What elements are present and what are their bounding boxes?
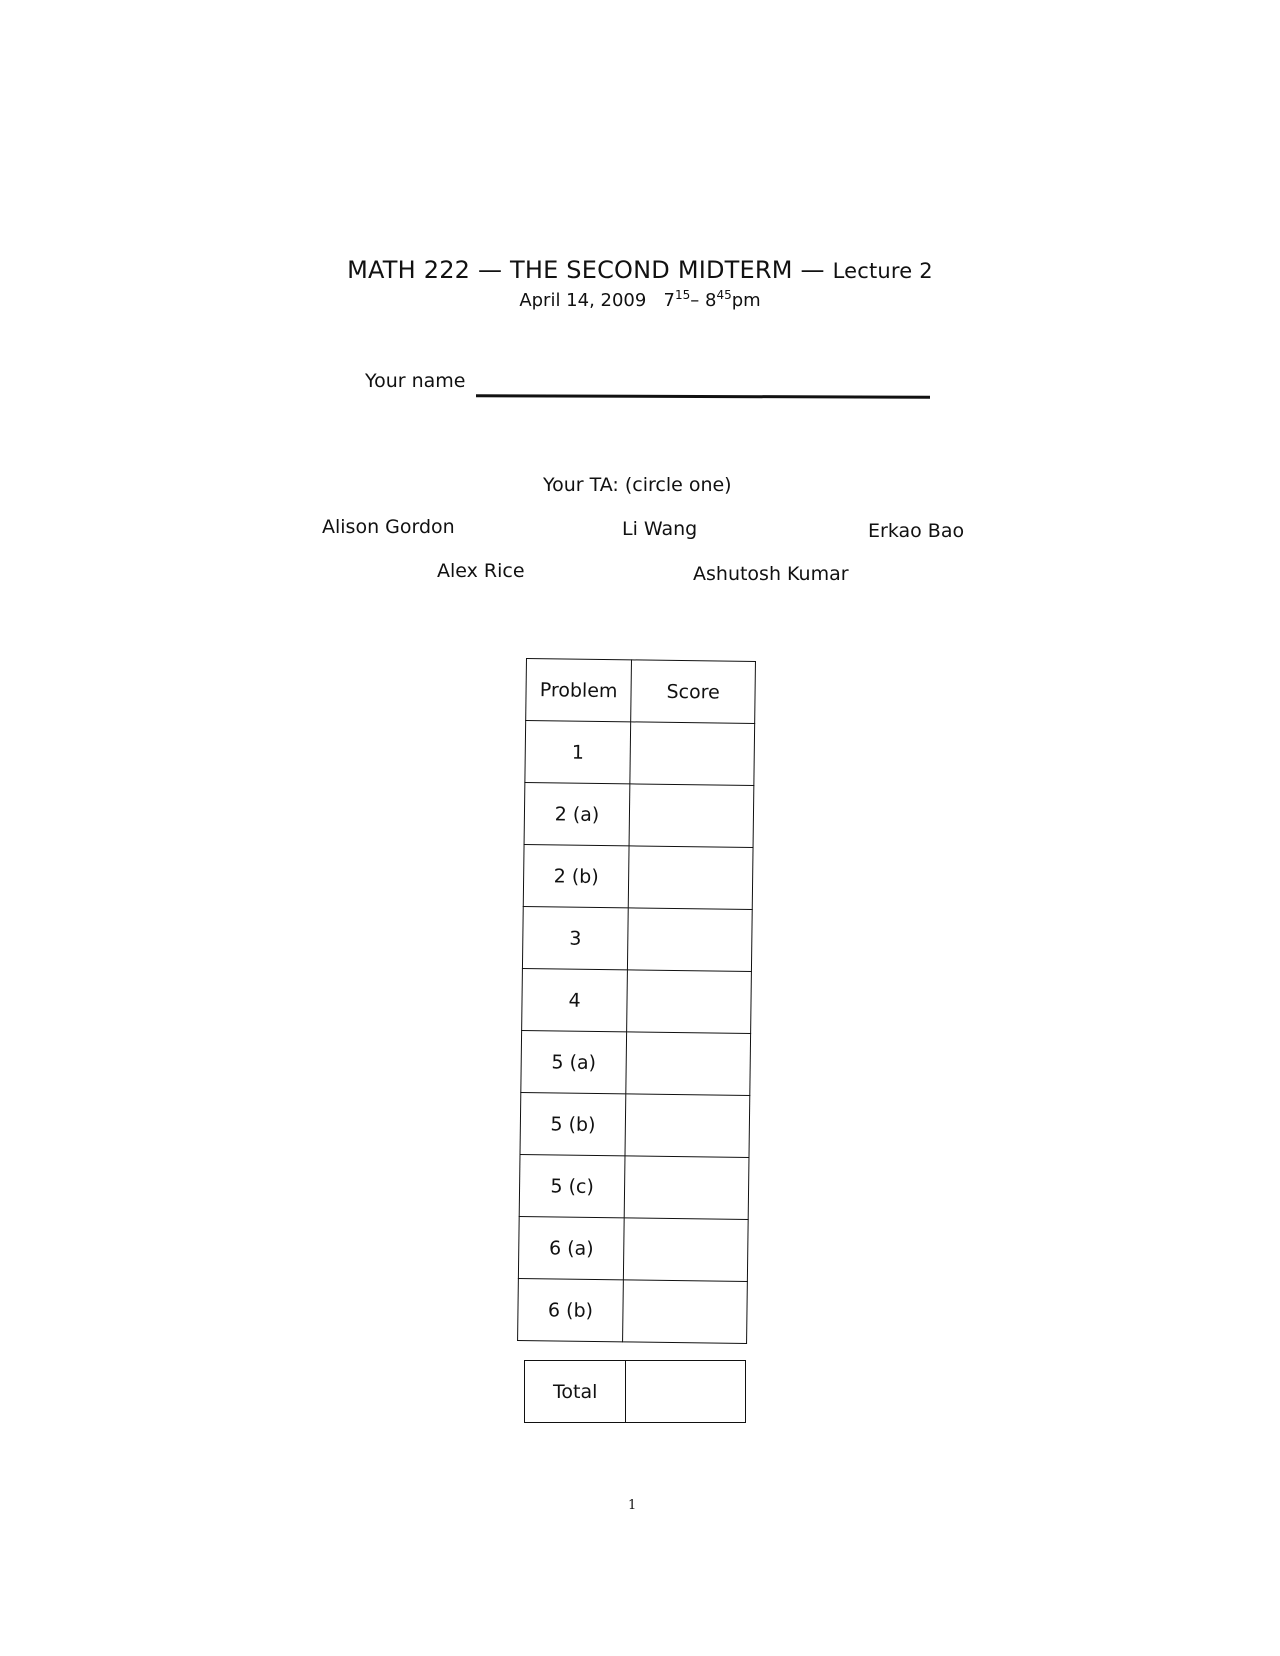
name-label: Your name [365,370,466,392]
score-cell[interactable] [623,1218,748,1282]
exam-title-main: MATH 222 — THE SECOND MIDTERM — [347,256,825,284]
score-cell[interactable] [625,1094,750,1158]
ta-option-erkao-bao[interactable]: Erkao Bao [868,520,965,542]
problem-label: 5 (c) [519,1154,625,1217]
score-cell[interactable] [628,908,753,972]
time-separator: – [690,290,705,311]
score-cell[interactable] [624,1156,749,1220]
ta-option-li-wang[interactable]: Li Wang [622,518,698,540]
start-hour: 7 [663,290,675,311]
ta-option-ashutosh-kumar[interactable]: Ashutosh Kumar [693,563,849,585]
problem-label: 2 (a) [524,782,630,845]
problem-label: 3 [522,906,628,969]
table-row [521,1030,751,1095]
total-score-cell[interactable] [626,1361,746,1423]
table-row [518,1216,748,1281]
start-minutes: 15 [674,288,691,302]
table-row [520,1092,750,1157]
score-cell[interactable] [623,1280,748,1344]
exam-time [664,290,761,311]
exam-date: April 14, 2009 [519,290,647,311]
score-table-header-row [526,659,756,724]
end-minutes: 45 [716,288,732,302]
table-row [522,968,752,1033]
name-underline[interactable] [476,394,930,398]
table-row [524,782,754,847]
ta-heading: Your TA: (circle one) [543,474,732,496]
problem-label: 5 (b) [520,1092,626,1155]
table-row [519,1154,749,1219]
score-cell[interactable] [628,846,753,910]
lecture-label: Lecture 2 [832,259,933,283]
end-hour: 8 [704,290,717,311]
exam-date-time [0,288,1280,311]
problem-label: 2 (b) [523,844,629,907]
score-table [517,658,756,1344]
table-row [522,906,752,971]
table-row [523,844,753,909]
score-column-header: Score [631,660,756,724]
ta-option-alison-gordon[interactable]: Alison Gordon [322,516,455,538]
problem-label: 1 [525,721,631,784]
score-cell[interactable] [629,784,754,848]
score-cell[interactable] [626,1032,751,1096]
problem-label: 5 (a) [521,1030,627,1093]
ta-option-alex-rice[interactable]: Alex Rice [437,560,525,582]
problem-label: 4 [522,968,628,1031]
total-label: Total [525,1361,626,1423]
score-cell[interactable] [627,970,752,1034]
score-cell[interactable] [630,722,755,786]
problem-column-header: Problem [526,659,632,722]
table-row [518,1278,748,1343]
total-row [525,1361,746,1423]
time-suffix: pm [731,290,761,311]
page-number: 1 [628,1498,637,1513]
table-row [525,721,755,786]
problem-label: 6 (b) [518,1278,624,1341]
total-table [524,1360,746,1423]
exam-title [0,256,1280,284]
problem-label: 6 (a) [518,1216,624,1279]
